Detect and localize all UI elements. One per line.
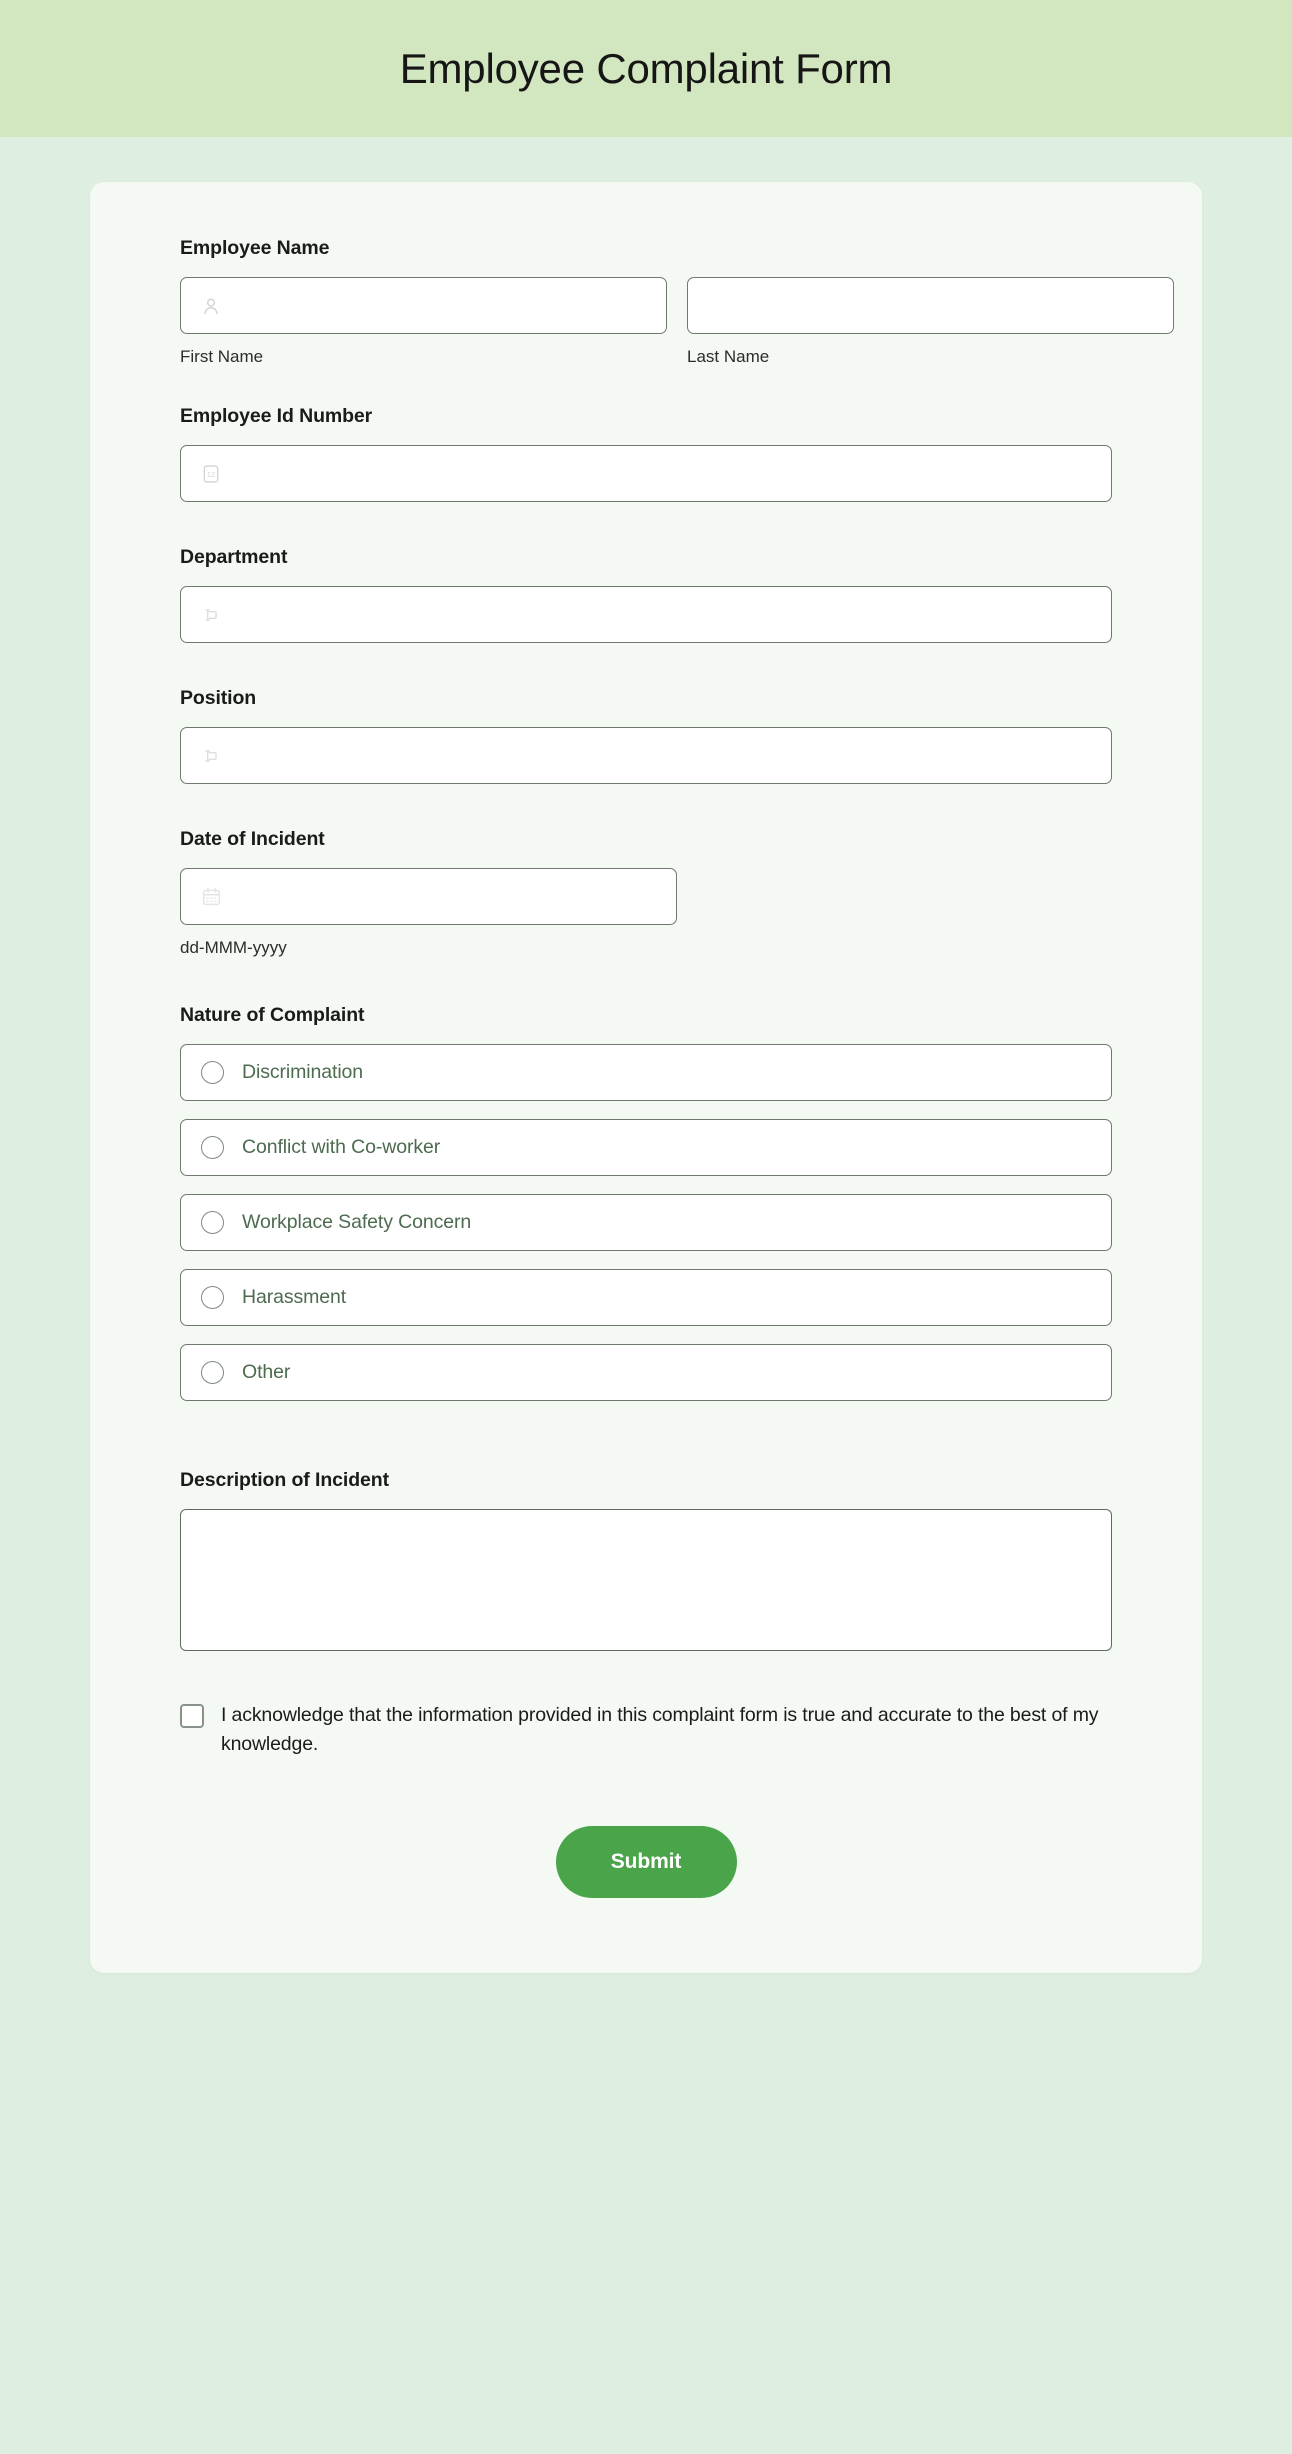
last-name-col [687,277,1174,367]
option-harassment[interactable] [180,1269,1112,1326]
option-label: Workplace Safety Concern [242,1211,472,1233]
employee-name-label: Employee Name [180,237,330,259]
field-employee-id [180,405,1112,502]
submit-button[interactable]: Submit [556,1826,737,1898]
radio-icon[interactable] [201,1361,224,1384]
nature-of-complaint-label: Nature of Complaint [180,1004,365,1026]
option-other[interactable] [180,1344,1112,1401]
radio-icon[interactable] [201,1211,224,1234]
acknowledgement-text: I acknowledge that the information provided in this complaint form is true and accurate to the best of my knowledge. [221,1704,1099,1756]
last-name-sublabel: Last Name [687,347,770,366]
option-discrimination[interactable] [180,1044,1112,1101]
nature-of-complaint-options [180,1044,1112,1401]
field-department [180,546,1112,643]
calendar-icon [198,884,224,910]
first-name-sublabel: First Name [180,347,264,366]
first-name-col [180,277,667,367]
date-of-incident-input[interactable] [180,868,677,925]
department-input[interactable] [180,586,1112,643]
svg-text:12: 12 [206,469,216,479]
person-icon [198,293,224,319]
option-label: Other [242,1361,291,1383]
number-icon [198,461,224,487]
description-of-incident-label: Description of Incident [180,1469,389,1491]
employee-name-row [180,277,1112,367]
date-of-incident-label: Date of Incident [180,828,325,850]
option-label: Discrimination [242,1061,364,1083]
page-header [0,0,1292,137]
radio-icon[interactable] [201,1061,224,1084]
card-container [0,137,1292,1973]
field-nature-of-complaint [180,1004,1112,1401]
last-name-input[interactable] [687,277,1174,334]
submit-row [180,1826,1112,1898]
field-date-of-incident [180,828,1112,958]
acknowledgement-checkbox[interactable] [180,1704,204,1728]
text-input-icon [198,602,224,628]
field-employee-name [180,237,1112,367]
date-format-sublabel: dd-MMM-yyyy [180,938,287,957]
employee-id-input[interactable] [180,445,1112,502]
option-label: Harassment [242,1286,347,1308]
form-card [90,182,1202,1973]
text-input-icon [198,743,224,769]
option-conflict-with-co-worker[interactable] [180,1119,1112,1176]
radio-icon[interactable] [201,1286,224,1309]
radio-icon[interactable] [201,1136,224,1159]
employee-id-label: Employee Id Number [180,405,373,427]
first-name-input[interactable] [180,277,667,334]
field-description-of-incident [180,1469,1112,1651]
position-input[interactable] [180,727,1112,784]
position-label: Position [180,687,257,709]
description-of-incident-textarea[interactable] [180,1509,1112,1651]
acknowledgement-row [180,1701,1112,1760]
department-label: Department [180,546,288,568]
option-workplace-safety-concern[interactable] [180,1194,1112,1251]
field-position [180,687,1112,784]
option-label: Conflict with Co-worker [242,1136,441,1158]
page-title: Employee Complaint Form [399,44,893,92]
